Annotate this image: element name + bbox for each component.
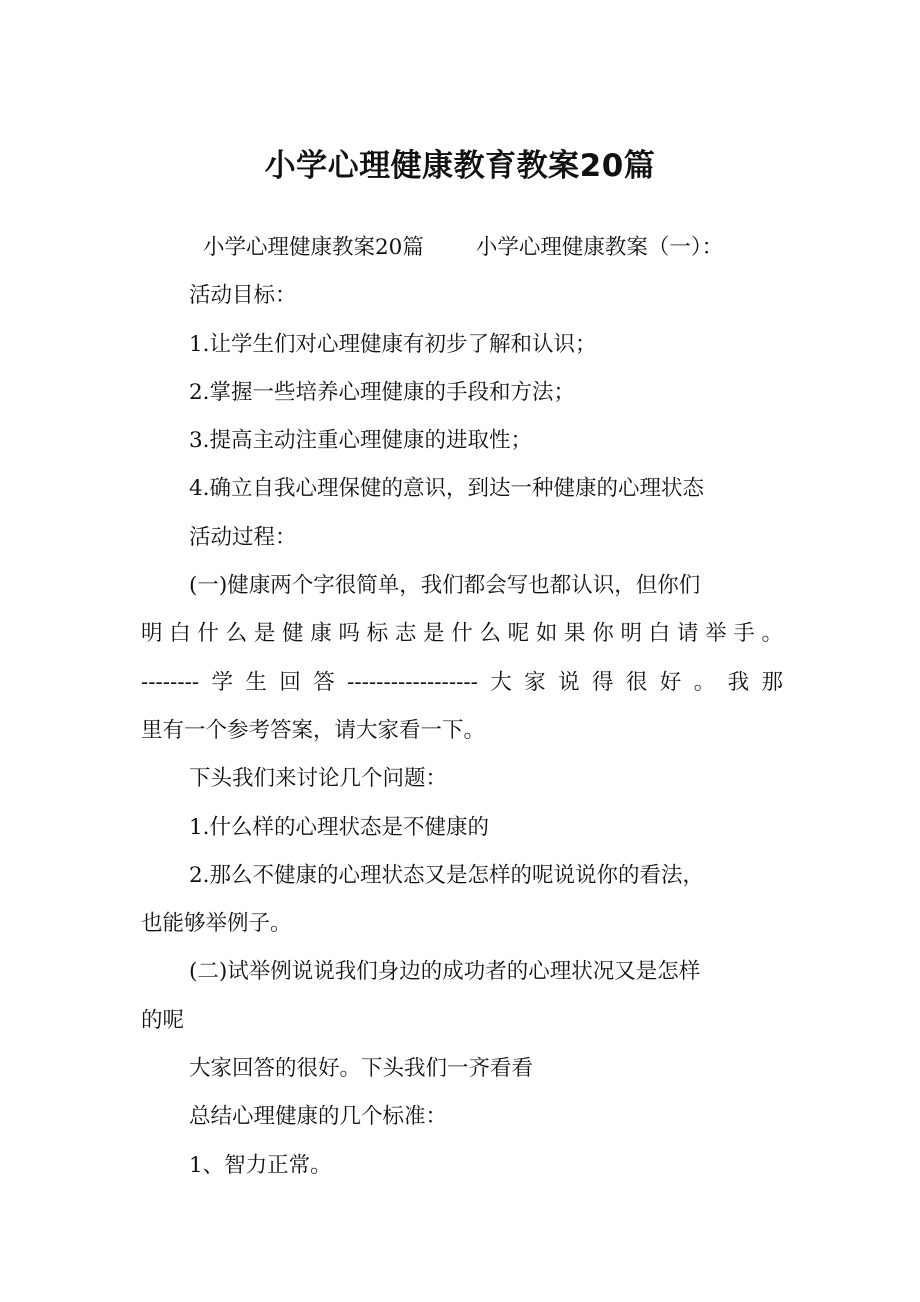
question-1: 1.什么样的心理状态是不健康的: [189, 814, 490, 840]
discuss-heading: 下头我们来讨论几个问题：: [189, 766, 448, 792]
answer-line: 大家回答的很好。下头我们一齐看看: [189, 1056, 534, 1082]
document-title: 小学心理健康教育教案20篇: [264, 148, 656, 184]
goal-item-4: 4.确立自我心理保健的意识，到达一种健康的心理状态: [189, 476, 705, 502]
question-2-line-2: 也能够举例子。: [141, 911, 292, 937]
intro-right-text: 小学心理健康教案（一）：: [475, 235, 724, 260]
section1-line-1: (一)健康两个字很简单，我们都会写也都认识，但你们: [189, 573, 701, 599]
intro-line: [141, 224, 783, 272]
goal-item-1: 1.让学生们对心理健康有初步了解和认识；: [189, 331, 597, 357]
section1-line-3: --------学生回答------------------大家说得很好。我那: [141, 669, 783, 695]
summary-heading: 总结心理健康的几个标准：: [189, 1104, 448, 1130]
intro-left-text: 小学心理健康教案20篇: [203, 235, 424, 260]
document-body: [141, 224, 783, 1190]
question-2-line-1: 2.那么不健康的心理状态又是怎样的呢说说你的看法，: [189, 862, 705, 888]
goal-item-2: 2.掌握一些培养心理健康的手段和方法；: [189, 379, 576, 405]
goals-heading: 活动目标：: [189, 283, 297, 309]
section2-line-2: 的呢: [141, 1007, 185, 1033]
section2-line-1: (二)试举例说说我们身边的成功者的心理状况又是怎样: [189, 959, 701, 985]
section1-line-4: 里有一个参考答案，请大家看一下。: [141, 717, 486, 743]
standard-item-1: 1、智力正常。: [189, 1152, 332, 1178]
goal-item-3: 3.提高主动注重心理健康的进取性；: [189, 428, 533, 454]
section1-line-2: 明白什么是健康吗标志是什么呢如果你明白请举手。: [141, 621, 783, 647]
process-heading: 活动过程：: [189, 524, 297, 550]
